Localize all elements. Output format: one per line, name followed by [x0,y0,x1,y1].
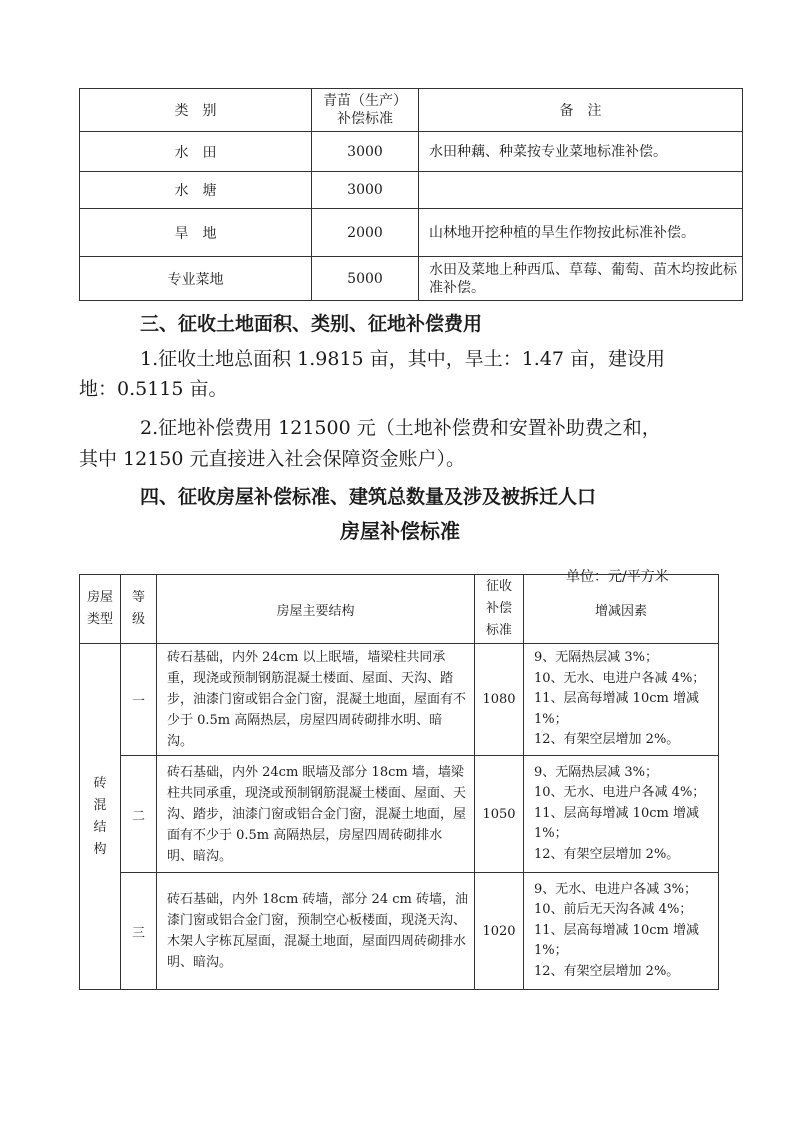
cell-house-type [80,644,121,990]
header-grade-text: 等级 [131,590,145,627]
factor-item: 12、有架空层增加 2%。 [534,963,680,979]
cell-value: 1080 [475,644,524,756]
cell-note [419,172,743,209]
cell-category: 水 田 [80,132,312,172]
house-compensation-table [79,574,719,990]
cell-category: 专业菜地 [80,257,312,301]
factor-item: 9、无隔热层减 3%； [534,650,659,666]
cell-house-type-text: 砖混结构 [93,775,107,857]
header-standard-text: 征收补偿标准 [485,579,512,638]
factor-item: 11、层高每增减 10cm 增减 1%； [534,922,699,959]
cell-value: 3000 [312,172,419,209]
cell-grade: 一 [121,644,157,756]
cell-value: 1020 [475,873,524,990]
cell-structure: 砖石基础，内外 24cm 以上眠墙，墙梁柱共同承重，现浇或预制钢筋混凝土楼面、屋面、天沟、踏步，油漆门窗或铝合金门窗，混凝土地面，屋面有不少于 0.5m 高隔热层，房屋四周砖砌排水明、暗沟。 [157,644,475,756]
header-standard [312,89,419,132]
cell-note: 水田种藕、种菜按专业菜地标准补偿。 [419,132,743,172]
table-row [80,257,743,301]
header-grade [121,575,157,644]
header-category: 类 别 [80,89,312,132]
factor-item: 10、前后无天沟各减 4%； [534,902,693,918]
section-3-paragraph-1-line-2: 地：0.5115 亩。 [79,378,228,400]
cell-factors [524,644,719,756]
cell-note: 水田及菜地上种西瓜、草莓、葡萄、苗木均按此标准补偿。 [419,257,743,301]
section-3-paragraph-2-line-2: 其中 12150 元直接进入社会保障资金账户）。 [79,448,466,470]
factor-item: 9、无水、电进户各减 3%； [534,881,698,897]
cell-factors [524,756,719,873]
cell-structure: 砖石基础，内外 18cm 砖墙，部分 24 cm 砖墙，油漆门窗或铝合金门窗，预制空心板楼面，现浇天沟、木架人字栋瓦屋面，混凝土地面，屋面四周砖砌排水明、暗沟。 [157,873,475,990]
section-3-paragraph-2-line-1: 2.征地补偿费用 121500 元（土地补偿费和安置补助费之和， [140,417,661,439]
table-header-row [80,575,719,644]
cell-note: 山林地开挖种植的旱生作物按此标准补偿。 [419,209,743,257]
cell-grade: 二 [121,756,157,873]
table-row [80,209,743,257]
table-row [80,132,743,172]
factor-item: 9、无隔热层减 3%； [534,764,659,780]
factor-item: 12、有架空层增加 2%。 [534,846,680,862]
cell-value: 1050 [475,756,524,873]
cell-grade: 三 [121,873,157,990]
cell-value: 3000 [312,132,419,172]
factor-item: 10、无水、电进户各减 4%； [534,670,706,686]
header-standard-line2: 补偿标准 [337,111,393,127]
cell-category: 水 塘 [80,172,312,209]
header-house-type-text: 房屋类型 [86,590,113,627]
cell-factors [524,873,719,990]
header-remarks: 备 注 [419,89,743,132]
cell-category: 旱 地 [80,209,312,257]
table-row [80,172,743,209]
table-row [80,756,719,873]
factor-item: 12、有架空层增加 2%。 [534,732,680,748]
header-standard [475,575,524,644]
crop-compensation-table [79,88,743,301]
house-table-title: 房屋补偿标准 [340,519,460,543]
factor-item: 11、层高每增减 10cm 增减 1%； [534,805,699,842]
cell-value: 2000 [312,209,419,257]
header-factors: 增减因素 [524,575,719,644]
table-header-row [80,89,743,132]
factor-item: 10、无水、电进户各减 4%； [534,785,706,801]
table-row [80,644,719,756]
unit-label: 单位：元/平方米 [566,569,669,585]
cell-value: 5000 [312,257,419,301]
header-standard-line1: 青苗（生产） [323,93,407,109]
section-4-heading: 四、征收房屋补偿标准、建筑总数量及涉及被拆迁人口 [140,486,597,508]
section-3-paragraph-1-line-1: 1.征收土地总面积 1.9815 亩，其中，旱土：1.47 亩，建设用 [140,348,666,370]
factor-item: 11、层高每增减 10cm 增减 1%； [534,691,699,727]
cell-structure: 砖石基础，内外 24cm 眠墙及部分 18cm 墙，墙梁柱共同承重，现浇或预制钢筋混凝土楼面、屋面、天沟、踏步，油漆门窗或铝合金门窗，混凝土地面，屋面有不少于 0.5m 高隔热层，房屋四周砖砌排水明、暗沟。 [157,756,475,873]
header-structure: 房屋主要结构 [157,575,475,644]
header-house-type [80,575,121,644]
section-3-heading: 三、征收土地面积、类别、征地补偿费用 [140,313,483,335]
table-row [80,873,719,990]
